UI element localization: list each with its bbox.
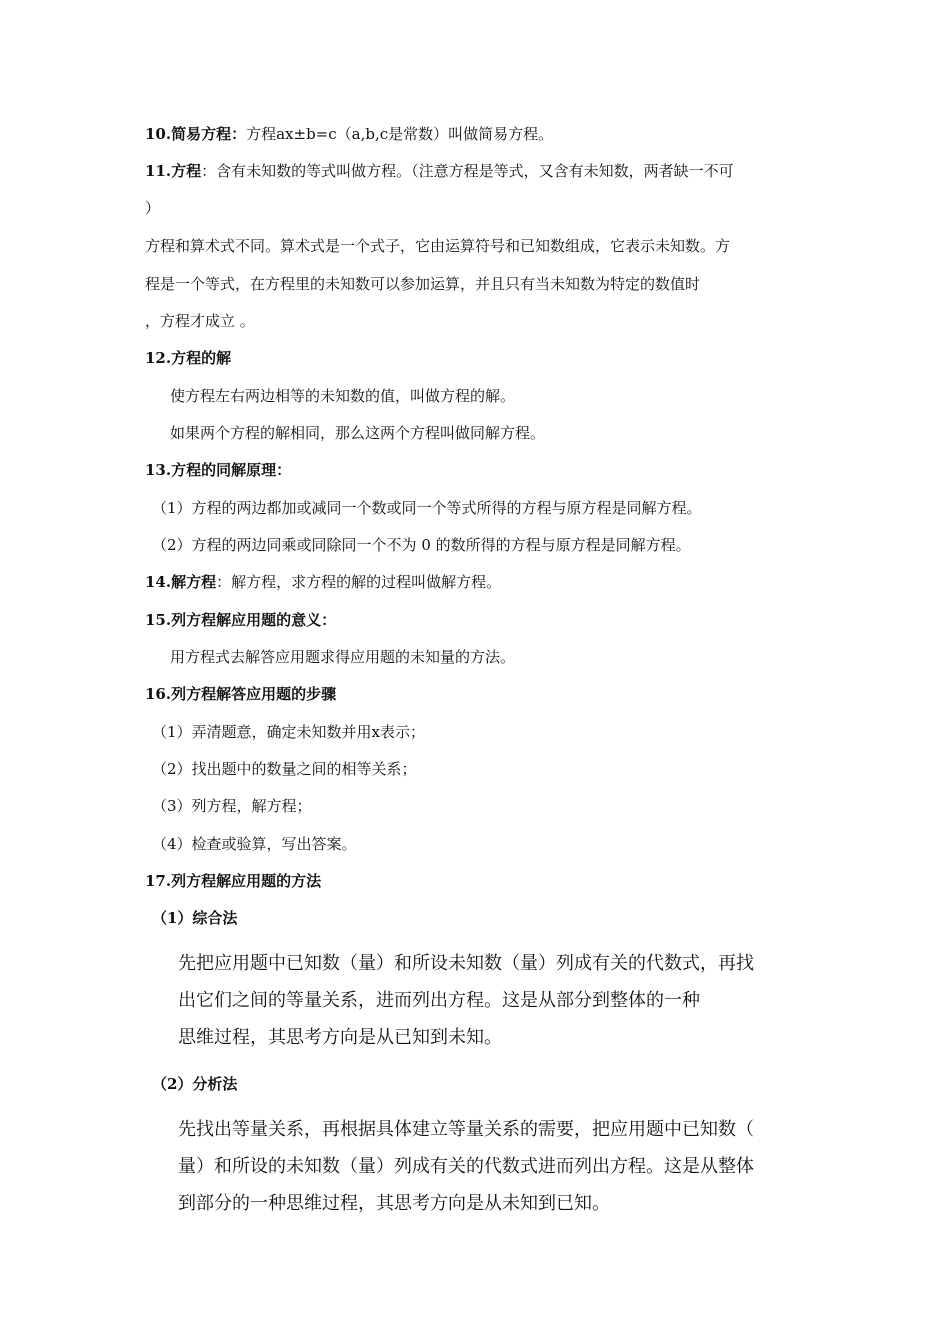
section-16-step: （1）弄清题意，确定未知数并用x表示；: [152, 723, 426, 741]
section-15-text: 用方程式去解答应用题求得应用题的未知量的方法。: [170, 648, 516, 666]
section-16-heading: 16.列方程解答应用题的步骤: [145, 685, 337, 703]
method-1-line: 先把应用题中已知数（量）和所设未知数（量）列成有关的代数式，再找: [178, 953, 754, 974]
section-11-paragraph-line: 程是一个等式，在方程里的未知数可以参加运算，并且只有当未知数为特定的数值时: [145, 275, 701, 293]
section-14-colon: ：: [216, 573, 232, 591]
section-12-line: 如果两个方程的解相同，那么这两个方程叫做同解方程。: [170, 424, 546, 442]
method-1-line: 出它们之间的等量关系，进而列出方程。这是从部分到整体的一种: [178, 990, 700, 1011]
section-12-line: 使方程左右两边相等的未知数的值，叫做方程的解。: [170, 387, 516, 405]
section-12-heading: 12.方程的解: [145, 349, 232, 367]
section-15-heading: 15.列方程解应用题的意义：: [145, 611, 337, 629]
section-14-heading: 14.解方程: [145, 573, 217, 591]
method-2-line: 先找出等量关系，再根据具体建立等量关系的需要，把应用题中已知数（: [178, 1119, 754, 1140]
section-16-step: （3）列方程，解方程；: [152, 797, 312, 815]
section-14-text: 解方程，求方程的解的过程叫做解方程。: [231, 573, 502, 591]
section-11-colon: ：: [201, 162, 217, 180]
method-2-line: 量）和所设的未知数（量）列成有关的代数式进而列出方程。这是从整体: [178, 1156, 754, 1177]
section-17-heading: 17.列方程解应用题的方法: [145, 872, 322, 890]
section-10: [145, 124, 553, 144]
section-11-line-2: ）: [145, 199, 161, 217]
section-11: [145, 161, 734, 181]
section-16-step: （4）检查或验算，写出答案。: [152, 835, 357, 853]
section-11-paragraph-line: 方程和算术式不同。算术式是一个式子，它由运算符号和已知数组成，它表示未知数。方: [145, 237, 731, 255]
method-2-label: （2）分析法: [152, 1075, 238, 1093]
section-13-item: （1）方程的两边都加或减同一个数或同一个等式所得的方程与原方程是同解方程。: [152, 499, 702, 517]
method-1-line: 思维过程，其思考方向是从已知到未知。: [178, 1027, 502, 1048]
section-11-paragraph-line: ，方程才成立 。: [145, 312, 255, 330]
section-10-text: 方程ax±b=c（a,b,c是常数）叫做简易方程。: [246, 125, 554, 143]
section-11-line-1: 含有未知数的等式叫做方程。（注意方程是等式，又含有未知数，两者缺一不可: [216, 162, 734, 180]
section-11-heading: 11.方程: [145, 162, 202, 180]
method-1-label: （1）综合法: [152, 909, 238, 927]
section-10-heading: 10.简易方程：: [145, 125, 247, 143]
section-16-step: （2）找出题中的数量之间的相等关系；: [152, 760, 417, 778]
section-13-item: （2）方程的两边同乘或同除同一个不为 0 的数所得的方程与原方程是同解方程。: [152, 536, 691, 554]
section-14: [145, 572, 501, 592]
method-2-line: 到部分的一种思维过程，其思考方向是从未知到已知。: [178, 1193, 610, 1214]
section-13-heading: 13.方程的同解原理：: [145, 461, 292, 479]
